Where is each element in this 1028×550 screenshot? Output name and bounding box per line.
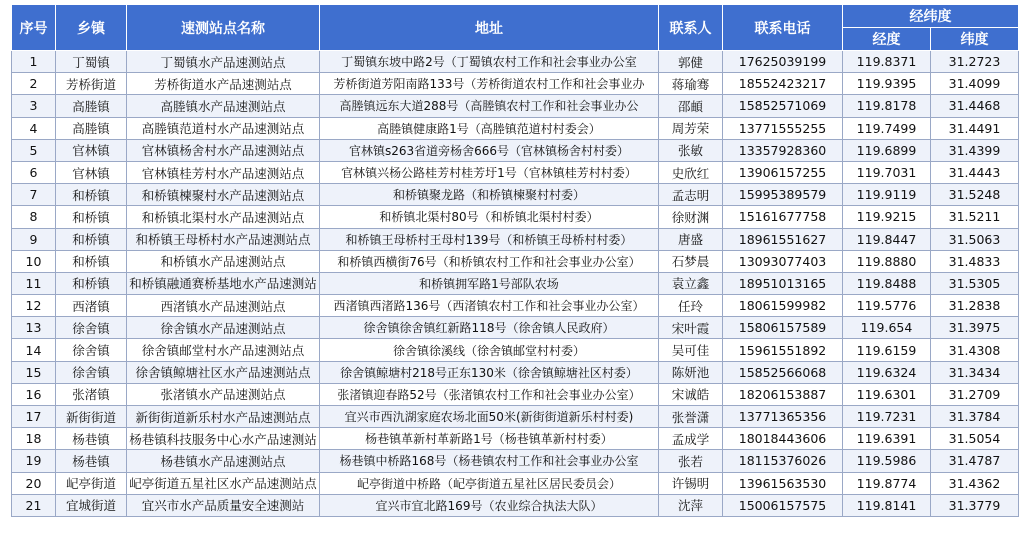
cell-phone: 15006157575 [723, 494, 843, 516]
cell-contact: 孟志明 [659, 184, 723, 206]
station-table [11, 4, 1019, 517]
cell-phone: 18018443606 [723, 428, 843, 450]
cell-address: 和桥镇西横街76号（和桥镇农村工作和社会事业办公室） [320, 250, 659, 272]
cell-address: 宜兴市西氿湖家庭农场北面50米(新街街道新乐村村委) [320, 406, 659, 428]
table-row [12, 494, 1019, 516]
cell-town: 和桥镇 [56, 272, 127, 294]
cell-phone: 13961563530 [723, 472, 843, 494]
cell-index: 18 [12, 428, 56, 450]
table-row [12, 450, 1019, 472]
cell-station: 丁蜀镇水产品速测站点 [127, 51, 320, 73]
cell-latitude: 31.4833 [931, 250, 1019, 272]
cell-latitude: 31.3779 [931, 494, 1019, 516]
table-row [12, 117, 1019, 139]
cell-index: 9 [12, 228, 56, 250]
table-row [12, 361, 1019, 383]
cell-address: 官林镇s263省道旁杨舍666号（官林镇杨舍村村委） [320, 139, 659, 161]
cell-address: 官林镇兴杨公路桂芳村桂芳圩1号（官林镇桂芳村村委） [320, 161, 659, 183]
cell-contact: 吴可佳 [659, 339, 723, 361]
cell-station: 官林镇杨舍村水产品速测站点 [127, 139, 320, 161]
cell-town: 新街街道 [56, 406, 127, 428]
cell-longitude: 119.9119 [843, 184, 931, 206]
cell-contact: 宋叶霞 [659, 317, 723, 339]
cell-contact: 郭健 [659, 51, 723, 73]
cell-contact: 陈妍池 [659, 361, 723, 383]
cell-station: 徐舍镇水产品速测站点 [127, 317, 320, 339]
cell-latitude: 31.5248 [931, 184, 1019, 206]
cell-station: 高塍镇范道村水产品速测站点 [127, 117, 320, 139]
cell-town: 宜城街道 [56, 494, 127, 516]
cell-address: 高塍镇远东大道288号（高塍镇农村工作和社会事业办公 [320, 95, 659, 117]
cell-index: 12 [12, 295, 56, 317]
cell-station: 高塍镇水产品速测站点 [127, 95, 320, 117]
cell-longitude: 119.7499 [843, 117, 931, 139]
cell-contact: 张誉潇 [659, 406, 723, 428]
table-row [12, 228, 1019, 250]
cell-index: 13 [12, 317, 56, 339]
cell-address: 徐舍镇徐溪线（徐舍镇邮堂村村委） [320, 339, 659, 361]
cell-latitude: 31.3784 [931, 406, 1019, 428]
cell-contact: 石梦晨 [659, 250, 723, 272]
table-row [12, 206, 1019, 228]
cell-longitude: 119.9215 [843, 206, 931, 228]
cell-town: 徐舍镇 [56, 339, 127, 361]
table-row [12, 139, 1019, 161]
cell-town: 高塍镇 [56, 95, 127, 117]
cell-phone: 18951013165 [723, 272, 843, 294]
cell-town: 官林镇 [56, 139, 127, 161]
cell-address: 丁蜀镇东坡中路2号（丁蜀镇农村工作和社会事业办公室 [320, 51, 659, 73]
cell-phone: 13357928360 [723, 139, 843, 161]
cell-address: 杨巷镇革新村革新路1号（杨巷镇革新村村委） [320, 428, 659, 450]
cell-town: 和桥镇 [56, 184, 127, 206]
cell-station: 徐舍镇鲸塘社区水产品速测站点 [127, 361, 320, 383]
cell-latitude: 31.3434 [931, 361, 1019, 383]
cell-index: 15 [12, 361, 56, 383]
cell-phone: 18206153887 [723, 383, 843, 405]
cell-contact: 宋诚皓 [659, 383, 723, 405]
cell-latitude: 31.5211 [931, 206, 1019, 228]
cell-town: 屺亭街道 [56, 472, 127, 494]
cell-phone: 15852571069 [723, 95, 843, 117]
header-coords: 经纬度 [843, 5, 1019, 28]
cell-latitude: 31.4491 [931, 117, 1019, 139]
cell-latitude: 31.4308 [931, 339, 1019, 361]
cell-latitude: 31.4443 [931, 161, 1019, 183]
table-row [12, 272, 1019, 294]
cell-index: 2 [12, 73, 56, 95]
cell-contact: 唐盛 [659, 228, 723, 250]
table-row [12, 295, 1019, 317]
cell-latitude: 31.4099 [931, 73, 1019, 95]
table-header [12, 5, 1019, 51]
cell-contact: 张敏 [659, 139, 723, 161]
cell-phone: 18552423217 [723, 73, 843, 95]
table-body [12, 51, 1019, 517]
cell-longitude: 119.6159 [843, 339, 931, 361]
cell-index: 6 [12, 161, 56, 183]
cell-index: 3 [12, 95, 56, 117]
header-contact: 联系人 [659, 5, 723, 51]
cell-address: 徐舍镇徐舍镇红新路118号（徐舍镇人民政府） [320, 317, 659, 339]
cell-address: 张渚镇迎春路52号（张渚镇农村工作和社会事业办公室） [320, 383, 659, 405]
cell-latitude: 31.5054 [931, 428, 1019, 450]
table-row [12, 95, 1019, 117]
cell-station: 芳桥街道水产品速测站点 [127, 73, 320, 95]
cell-latitude: 31.5305 [931, 272, 1019, 294]
cell-station: 宜兴市水产品质量安全速测站 [127, 494, 320, 516]
cell-station: 和桥镇水产品速测站点 [127, 250, 320, 272]
cell-index: 17 [12, 406, 56, 428]
cell-station: 新街街道新乐村水产品速测站点 [127, 406, 320, 428]
table-row [12, 383, 1019, 405]
cell-phone: 15961551892 [723, 339, 843, 361]
cell-phone: 13093077403 [723, 250, 843, 272]
cell-address: 和桥镇聚龙路（和桥镇楝聚村村委） [320, 184, 659, 206]
cell-contact: 孟成学 [659, 428, 723, 450]
cell-longitude: 119.5986 [843, 450, 931, 472]
cell-contact: 邵頔 [659, 95, 723, 117]
cell-phone: 15995389579 [723, 184, 843, 206]
cell-station: 和桥镇王母桥村水产品速测站点 [127, 228, 320, 250]
cell-address: 和桥镇王母桥村王母村139号（和桥镇王母桥村村委） [320, 228, 659, 250]
cell-index: 20 [12, 472, 56, 494]
header-phone: 联系电话 [723, 5, 843, 51]
cell-longitude: 119.9395 [843, 73, 931, 95]
cell-longitude: 119.8141 [843, 494, 931, 516]
cell-latitude: 31.4362 [931, 472, 1019, 494]
cell-station: 和桥镇北渠村水产品速测站点 [127, 206, 320, 228]
cell-contact: 许锡明 [659, 472, 723, 494]
cell-longitude: 119.6391 [843, 428, 931, 450]
cell-latitude: 31.2838 [931, 295, 1019, 317]
station-table-container [11, 4, 1018, 517]
cell-phone: 17625039199 [723, 51, 843, 73]
cell-index: 11 [12, 272, 56, 294]
cell-index: 1 [12, 51, 56, 73]
cell-town: 徐舍镇 [56, 317, 127, 339]
cell-index: 4 [12, 117, 56, 139]
cell-longitude: 119.7231 [843, 406, 931, 428]
cell-longitude: 119.8880 [843, 250, 931, 272]
cell-latitude: 31.4468 [931, 95, 1019, 117]
cell-latitude: 31.5063 [931, 228, 1019, 250]
cell-phone: 13771365356 [723, 406, 843, 428]
table-row [12, 51, 1019, 73]
cell-index: 14 [12, 339, 56, 361]
header-latitude: 纬度 [931, 28, 1019, 51]
table-row [12, 73, 1019, 95]
cell-station: 张渚镇水产品速测站点 [127, 383, 320, 405]
cell-town: 和桥镇 [56, 250, 127, 272]
cell-longitude: 119.8371 [843, 51, 931, 73]
cell-contact: 任玲 [659, 295, 723, 317]
cell-address: 和桥镇拥军路1号部队农场 [320, 272, 659, 294]
cell-station: 西渚镇水产品速测站点 [127, 295, 320, 317]
cell-index: 16 [12, 383, 56, 405]
cell-address: 宜兴市宜北路169号（农业综合执法大队） [320, 494, 659, 516]
cell-contact: 周芳荣 [659, 117, 723, 139]
cell-latitude: 31.2709 [931, 383, 1019, 405]
cell-contact: 张若 [659, 450, 723, 472]
cell-latitude: 31.3975 [931, 317, 1019, 339]
cell-longitude: 119.5776 [843, 295, 931, 317]
cell-town: 芳桥街道 [56, 73, 127, 95]
cell-address: 和桥镇北渠村80号（和桥镇北渠村村委） [320, 206, 659, 228]
cell-town: 丁蜀镇 [56, 51, 127, 73]
header-longitude: 经度 [843, 28, 931, 51]
cell-longitude: 119.8447 [843, 228, 931, 250]
header-index: 序号 [12, 5, 56, 51]
cell-phone: 18961551627 [723, 228, 843, 250]
table-row [12, 161, 1019, 183]
cell-index: 8 [12, 206, 56, 228]
cell-station: 和桥镇楝聚村水产品速测站点 [127, 184, 320, 206]
cell-address: 杨巷镇中桥路168号（杨巷镇农村工作和社会事业办公室 [320, 450, 659, 472]
cell-longitude: 119.6324 [843, 361, 931, 383]
cell-index: 21 [12, 494, 56, 516]
cell-address: 徐舍镇鲸塘村218号正东130米（徐舍镇鲸塘社区村委） [320, 361, 659, 383]
cell-town: 高塍镇 [56, 117, 127, 139]
cell-station: 官林镇桂芳村水产品速测站点 [127, 161, 320, 183]
cell-index: 5 [12, 139, 56, 161]
cell-station: 杨巷镇科技服务中心水产品速测站 [127, 428, 320, 450]
cell-longitude: 119.8774 [843, 472, 931, 494]
cell-longitude: 119.6301 [843, 383, 931, 405]
cell-contact: 袁立鑫 [659, 272, 723, 294]
header-town: 乡镇 [56, 5, 127, 51]
cell-longitude: 119.6899 [843, 139, 931, 161]
cell-town: 张渚镇 [56, 383, 127, 405]
table-row [12, 250, 1019, 272]
cell-latitude: 31.2723 [931, 51, 1019, 73]
cell-contact: 蒋瑜骞 [659, 73, 723, 95]
cell-latitude: 31.4399 [931, 139, 1019, 161]
table-row [12, 317, 1019, 339]
cell-address: 屺亭街道中桥路（屺亭街道五星社区居民委员会） [320, 472, 659, 494]
table-row [12, 472, 1019, 494]
cell-station: 徐舍镇邮堂村水产品速测站点 [127, 339, 320, 361]
cell-station: 杨巷镇水产品速测站点 [127, 450, 320, 472]
cell-town: 杨巷镇 [56, 450, 127, 472]
cell-longitude: 119.8488 [843, 272, 931, 294]
cell-town: 和桥镇 [56, 206, 127, 228]
table-row [12, 184, 1019, 206]
header-station: 速测站点名称 [127, 5, 320, 51]
cell-address: 高塍镇健康路1号（高塍镇范道村村委会） [320, 117, 659, 139]
cell-address: 西渚镇西渚路136号（西渚镇农村工作和社会事业办公室） [320, 295, 659, 317]
cell-phone: 13906157255 [723, 161, 843, 183]
table-row [12, 406, 1019, 428]
cell-longitude: 119.7031 [843, 161, 931, 183]
cell-town: 和桥镇 [56, 228, 127, 250]
table-row [12, 339, 1019, 361]
cell-town: 徐舍镇 [56, 361, 127, 383]
table-row [12, 428, 1019, 450]
cell-town: 杨巷镇 [56, 428, 127, 450]
cell-phone: 15806157589 [723, 317, 843, 339]
cell-address: 芳桥街道芳阳南路133号（芳桥街道农村工作和社会事业办 [320, 73, 659, 95]
cell-station: 和桥镇融通赛桥基地水产品速测站 [127, 272, 320, 294]
cell-phone: 18115376026 [723, 450, 843, 472]
cell-longitude: 119.654 [843, 317, 931, 339]
cell-town: 官林镇 [56, 161, 127, 183]
cell-contact: 徐财渊 [659, 206, 723, 228]
cell-phone: 15852566068 [723, 361, 843, 383]
cell-town: 西渚镇 [56, 295, 127, 317]
cell-longitude: 119.8178 [843, 95, 931, 117]
cell-index: 10 [12, 250, 56, 272]
cell-contact: 沈萍 [659, 494, 723, 516]
cell-latitude: 31.4787 [931, 450, 1019, 472]
cell-phone: 18061599982 [723, 295, 843, 317]
header-address: 地址 [320, 5, 659, 51]
cell-phone: 15161677758 [723, 206, 843, 228]
cell-phone: 13771555255 [723, 117, 843, 139]
cell-contact: 史欣红 [659, 161, 723, 183]
cell-index: 19 [12, 450, 56, 472]
cell-station: 屺亭街道五星社区水产品速测站点 [127, 472, 320, 494]
cell-index: 7 [12, 184, 56, 206]
